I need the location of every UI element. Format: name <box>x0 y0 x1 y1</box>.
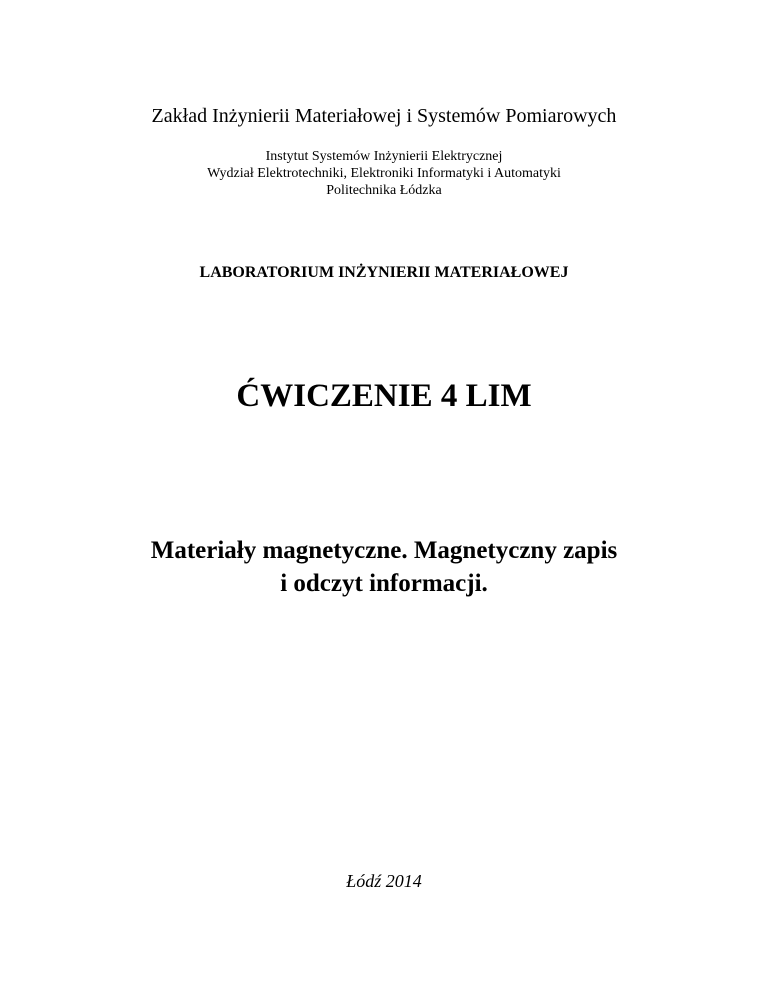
department-name: Zakład Inżynierii Materiałowej i Systemów Pomiarowych <box>151 105 617 127</box>
faculty-name: Wydział Elektrotechniki, Elektroniki Informatyki i Automatyki <box>207 166 561 181</box>
place-and-year: Łódź 2014 <box>346 871 422 891</box>
laboratory-title: LABORATORIUM INŻYNIERII MATERIAŁOWEJ <box>199 264 569 281</box>
exercise-title: ĆWICZENIE 4 LIM <box>236 378 532 414</box>
topic-title-line-1: Materiały magnetyczne. Magnetyczny zapis <box>150 537 618 564</box>
institute-name: Instytut Systemów Inżynierii Elektrycznej <box>265 149 503 164</box>
university-name: Politechnika Łódzka <box>326 183 442 198</box>
topic-title-line-2: i odczyt informacji. <box>280 570 488 597</box>
